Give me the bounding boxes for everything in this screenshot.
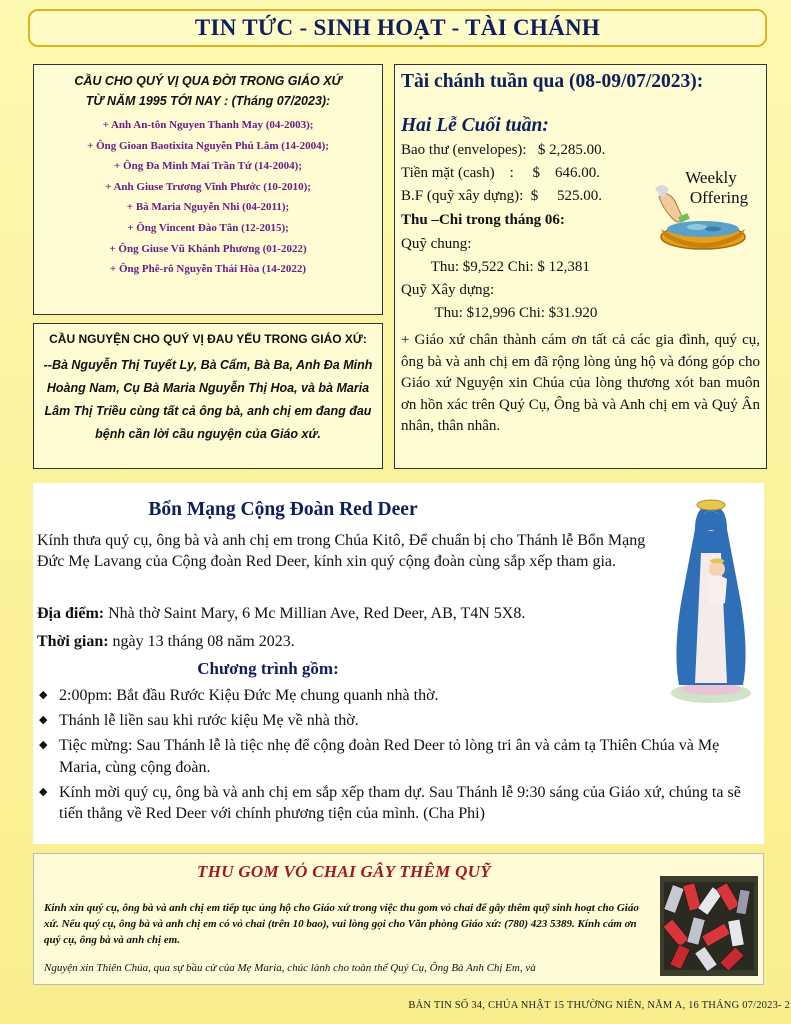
- diamond-bullet-icon: ◆: [39, 739, 48, 751]
- list-item: ◆ Thánh lễ liền sau khi rước kiệu Mẹ về nhà thờ.: [37, 710, 759, 732]
- finance-box: [394, 64, 767, 469]
- deceased-subheading: TỪ NĂM 1995 TỚI NAY : (Tháng 07/2023):: [85, 94, 331, 108]
- cash-line: Tiền mặt (cash) : $ 646.00.: [401, 165, 601, 181]
- sick-prayer-box: [33, 323, 383, 469]
- sick-list-text: --Bà Nguyễn Thị Tuyết Ly, Bà Cẩm, Bà Ba, Anh Đa Minh Hoàng Nam, Cụ Bà Maria Nguyễn Thị Hoa, và bà Maria Lâm Thị Triều cùng tất cả ông bà, anh chị em đang đau bệnh cần lời cầu nguyện của Giáo xứ.: [43, 358, 373, 441]
- general-fund-label: Quỹ chung:: [401, 236, 472, 252]
- offering-weekly-text: Weekly: [685, 168, 737, 187]
- program-title: Chương trình gồm:: [197, 659, 339, 678]
- program-list: [37, 685, 759, 828]
- deceased-list: [42, 115, 374, 280]
- diamond-bullet-icon: ◆: [39, 689, 48, 701]
- list-item: + Ông Vincent Đào Tân (12-2015);: [127, 221, 289, 234]
- general-fund-values: Thu: $9,522 Chi: $ 12,381: [401, 259, 590, 275]
- building-fund-values: Thu: $12,996 Chi: $31.920: [401, 305, 598, 321]
- blessing-text: Nguyện xin Thiên Chúa, qua sự bầu cử của Mẹ Maria, chúc lành cho toàn thể Quý Cụ, Ông Bà Anh Chị Em, và: [44, 962, 536, 974]
- thanks-note: + Giáo xứ chân thành cám ơn tất cả các gia đình, quý cụ, ông bà và anh chị em đã rộng lòng ủng hộ và đóng góp cho Giáo xứ Nguyện xin Chúa của lòng thương xót ban muôn ơn hồn xác trên Quý Cụ, Ông bà và Anh chị em và Quý Ân nhân, thân nhân.: [401, 332, 760, 434]
- building-fund-line: B.F (quỹ xây dựng): $ 525.00.: [401, 188, 603, 204]
- list-item: + Bà Maria Nguyễn Nhi (04-2011);: [126, 201, 290, 214]
- mary-statue-image: [661, 493, 761, 708]
- place-label: Địa điểm:: [37, 605, 105, 622]
- list-item: + Ông Gioan Baotixita Nguyễn Phú Lâm (14-2004);: [87, 139, 329, 152]
- red-deer-intro: Kính thưa quý cụ, ông bà và anh chị em trong Chúa Kitô, Để chuẩn bị cho Thánh lễ Bổn Mạng Đức Mẹ Lavang của Cộng đoàn Red Deer, kính xin quý cộng đoàn cùng sắp xếp tham gia.: [37, 532, 646, 570]
- bulletin-footer: BẢN TIN SỐ 34, CHÚA NHẬT 15 THƯỜNG NIÊN, NĂM A, 16 THÁNG 07/2023- 2: [408, 1000, 790, 1011]
- list-item: ◆ 2:00pm: Bắt đầu Rước Kiệu Đức Mẹ chung quanh nhà thờ.: [37, 685, 759, 707]
- diamond-bullet-icon: ◆: [39, 714, 48, 726]
- bottles-photo-image: [660, 876, 758, 976]
- building-fund-label: Quỹ Xây dựng:: [401, 282, 495, 298]
- offering-plate-icon: [653, 159, 753, 254]
- monthly-heading: Thu –Chi trong tháng 06:: [401, 212, 565, 228]
- page-title: TIN TỨC - SINH HOẠT - TÀI CHÁNH: [28, 9, 767, 47]
- finance-title: Tài chánh tuần qua (08-09/07/2023):: [401, 71, 704, 92]
- red-deer-section: [33, 483, 764, 844]
- list-item: ◆ Kính mời quý cụ, ông bà và anh chị em sắp xếp tham dự. Sau Thánh lễ 9:30 sáng của Giáo xứ, chúng ta sẽ tiến thẳng về Red Deer với chính phương tiện của mình. (Cha Phi): [39, 783, 741, 822]
- time-value: ngày 13 tháng 08 năm 2023.: [108, 633, 295, 650]
- bottle-title: THU GOM VỎ CHAI GÂY THÊM QUỸ: [197, 862, 491, 881]
- sick-heading: CẦU NGUYỆN CHO QUÝ VỊ ĐAU YẾU TRONG GIÁO XỨ:: [49, 332, 367, 346]
- bottle-body: Kính xin quý cụ, ông bà và anh chị em tiếp tục ủng hộ cho Giáo xứ trong việc thu gom vỏ chai để gây thêm quỹ sinh hoạt cho Giáo xứ. Nếu quý cụ, ông bà và anh chị em có vỏ chai (trên 10 bao), vui lòng gọi cho Văn phòng Giáo xứ: (780) 423 5389. Kính cám ơn quý cụ, ông bà và anh chị em.: [44, 902, 639, 946]
- finance-subtitle: Hai Lễ Cuối tuần:: [401, 115, 549, 136]
- deceased-prayer-box: [33, 64, 383, 315]
- bottle-collection-box: [33, 853, 764, 985]
- time-label: Thời gian:: [37, 633, 109, 650]
- offering-label-text: Offering: [689, 188, 749, 207]
- list-item: + Ông Giuse Vũ Khánh Phương (01-2022): [109, 242, 307, 255]
- red-deer-time: [37, 631, 647, 652]
- place-value: Nhà thờ Saint Mary, 6 Mc Millian Ave, Red Deer, AB, T4N 5X8.: [104, 605, 526, 622]
- list-item: + Anh An-tôn Nguyen Thanh May (04-2003);: [102, 119, 314, 131]
- red-deer-title: Bổn Mạng Cộng Đoàn Red Deer: [148, 499, 418, 520]
- diamond-bullet-icon: ◆: [39, 785, 48, 798]
- list-item: + Ông Đa Minh Mai Trần Tứ (14-2004);: [114, 160, 302, 173]
- red-deer-place: [37, 603, 647, 624]
- list-item: + Ông Phê-rô Nguyễn Thái Hòa (14-2022): [109, 263, 307, 276]
- envelopes-line: Bao thư (envelopes): $ 2,285.00.: [401, 142, 606, 158]
- deceased-heading: CẦU CHO QUÝ VỊ QUA ĐỜI TRONG GIÁO XỨ: [74, 74, 342, 88]
- list-item: ◆ Tiệc mừng: Sau Thánh lễ là tiệc nhẹ để cộng đoàn Red Deer tỏ lòng tri ân và cảm tạ Thiên Chúa và Mẹ Maria, cùng cộng đoàn.: [39, 737, 720, 776]
- list-item: + Anh Giuse Trương Vĩnh Phước (10-2010);: [105, 180, 311, 193]
